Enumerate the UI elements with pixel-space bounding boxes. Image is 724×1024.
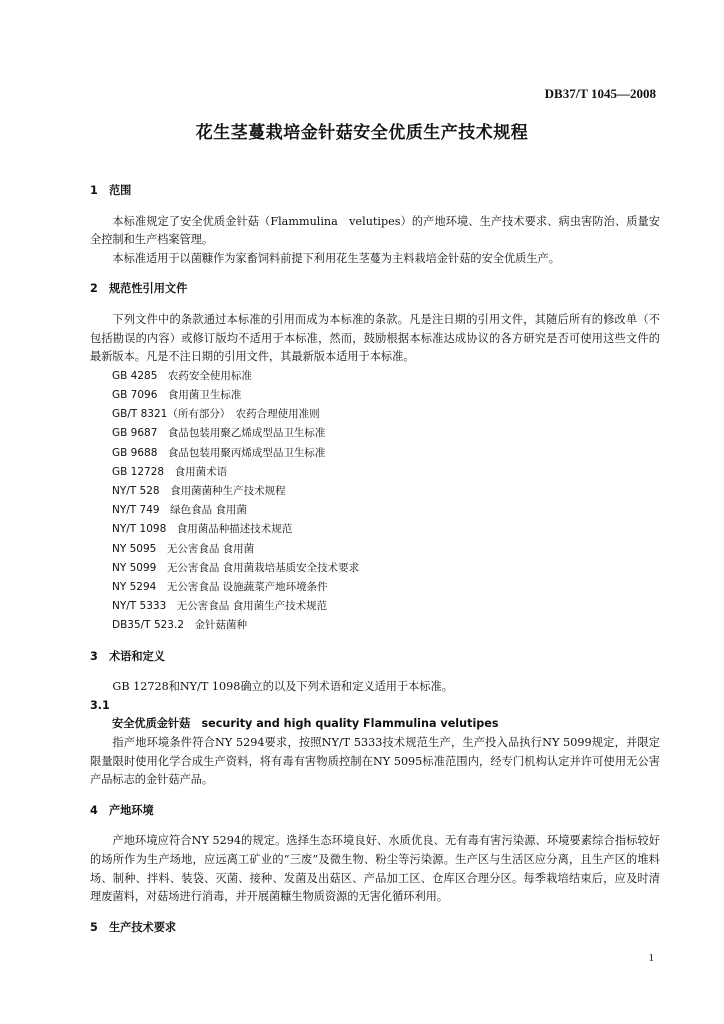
paragraph: GB 12728和NY/T 1098确立的以及下列术语和定义适用于本标准。 (112, 680, 453, 694)
document-title: 花生茎蔓栽培金针菇安全优质生产技术规程 (195, 123, 529, 143)
paragraph: 本标准适用于以菌糠作为家畜饲料前提下利用花生茎蔓为主料栽培金针菇的安全优质生产。 (112, 251, 560, 265)
reference-item: GB 4285 农药安全使用标准 (112, 369, 252, 382)
document-body (90, 182, 660, 937)
section-heading-terms: 3 术语和定义 (90, 649, 165, 663)
section-heading-scope: 1 范围 (90, 184, 132, 197)
reference-item: GB/T 8321（所有部分） 农药合理使用准则 (112, 408, 320, 421)
section-heading-normative-references: 2 规范性引用文件 (90, 282, 188, 296)
reference-item: NY/T 749 绿色食品 食用菌 (112, 504, 247, 517)
term-heading: 安全优质金针菇 security and high quality Flammulina velutipes (112, 717, 499, 731)
paragraph: 下列文件中的条款通过本标准的引用而成为本标准的条款。凡是注日期的引用文件，其随后所有的修改单（不包括勘误的内容）或修订版均不适用于本标准，然而，鼓励根据本标准达成协议的各方研究是否可使用这些文件的最新版本。凡是不注日期的引用文件，其最新版本适用于本标准。 (90, 312, 660, 364)
reference-list (90, 367, 660, 636)
section-heading-production-environment: 4 产地环境 (90, 803, 154, 817)
section-heading-production-technology: 5 生产技术要求 (90, 920, 177, 934)
reference-item: NY/T 528 食用菌菌种生产技术规程 (112, 484, 286, 497)
reference-item: NY/T 1098 食用菌品种描述技术规范 (112, 523, 293, 536)
reference-item: GB 9687 食品包装用聚乙烯成型品卫生标准 (112, 427, 326, 440)
subsection-number: 3.1 (90, 698, 110, 712)
reference-item: GB 12728 食用菌术语 (112, 465, 228, 478)
document-code: DB37/T 1045—2008 (544, 86, 656, 101)
reference-item: GB 7096 食用菌卫生标准 (112, 388, 242, 401)
paragraph: 产地环境应符合NY 5294的规定。选择生态环境良好、水质优良、无有毒有害污染源、环境要素综合指标较好的场所作为生产场地，应远离工矿业的“三废”及微生物、粉尘等污染源。生产区与生活区应分离，且生产区的堆料场、制种、拌料、装袋、灭菌、接种、发菌及出菇区、产品加工区、仓库区合理分区。每季栽培结束后，应及时清理废菌料，对菇场进行消毒，并开展菌糠生物质资源的无害化循环利用。 (90, 834, 660, 904)
reference-item: NY/T 5333 无公害食品 食用菌生产技术规范 (112, 600, 328, 613)
paragraph: 本标准规定了安全优质金针菇（Flammulina velutipes）的产地环境、生产技术要求、病虫害防治、质量安全控制和生产档案管理。 (90, 214, 660, 247)
page-number: 1 (648, 952, 654, 964)
reference-item: NY 5294 无公害食品 设施蔬菜产地环境条件 (112, 580, 328, 593)
reference-item: DB35/T 523.2 金针菇菌种 (112, 619, 247, 632)
reference-item: NY 5099 无公害食品 食用菌栽培基质安全技术要求 (112, 561, 360, 574)
term-definition: 指产地环境条件符合NY 5294要求，按照NY/T 5333技术规范生产，生产投入品执行NY 5099规定，并限定限量限时使用化学合成生产资料，将有毒有害物质控制在NY 5095标准范围内，经专门机构认定并许可使用无公害产品标志的金针菇产品。 (90, 735, 660, 787)
reference-item: NY 5095 无公害食品 食用菌 (112, 542, 255, 555)
reference-item: GB 9688 食品包装用聚丙烯成型品卫生标准 (112, 446, 326, 459)
